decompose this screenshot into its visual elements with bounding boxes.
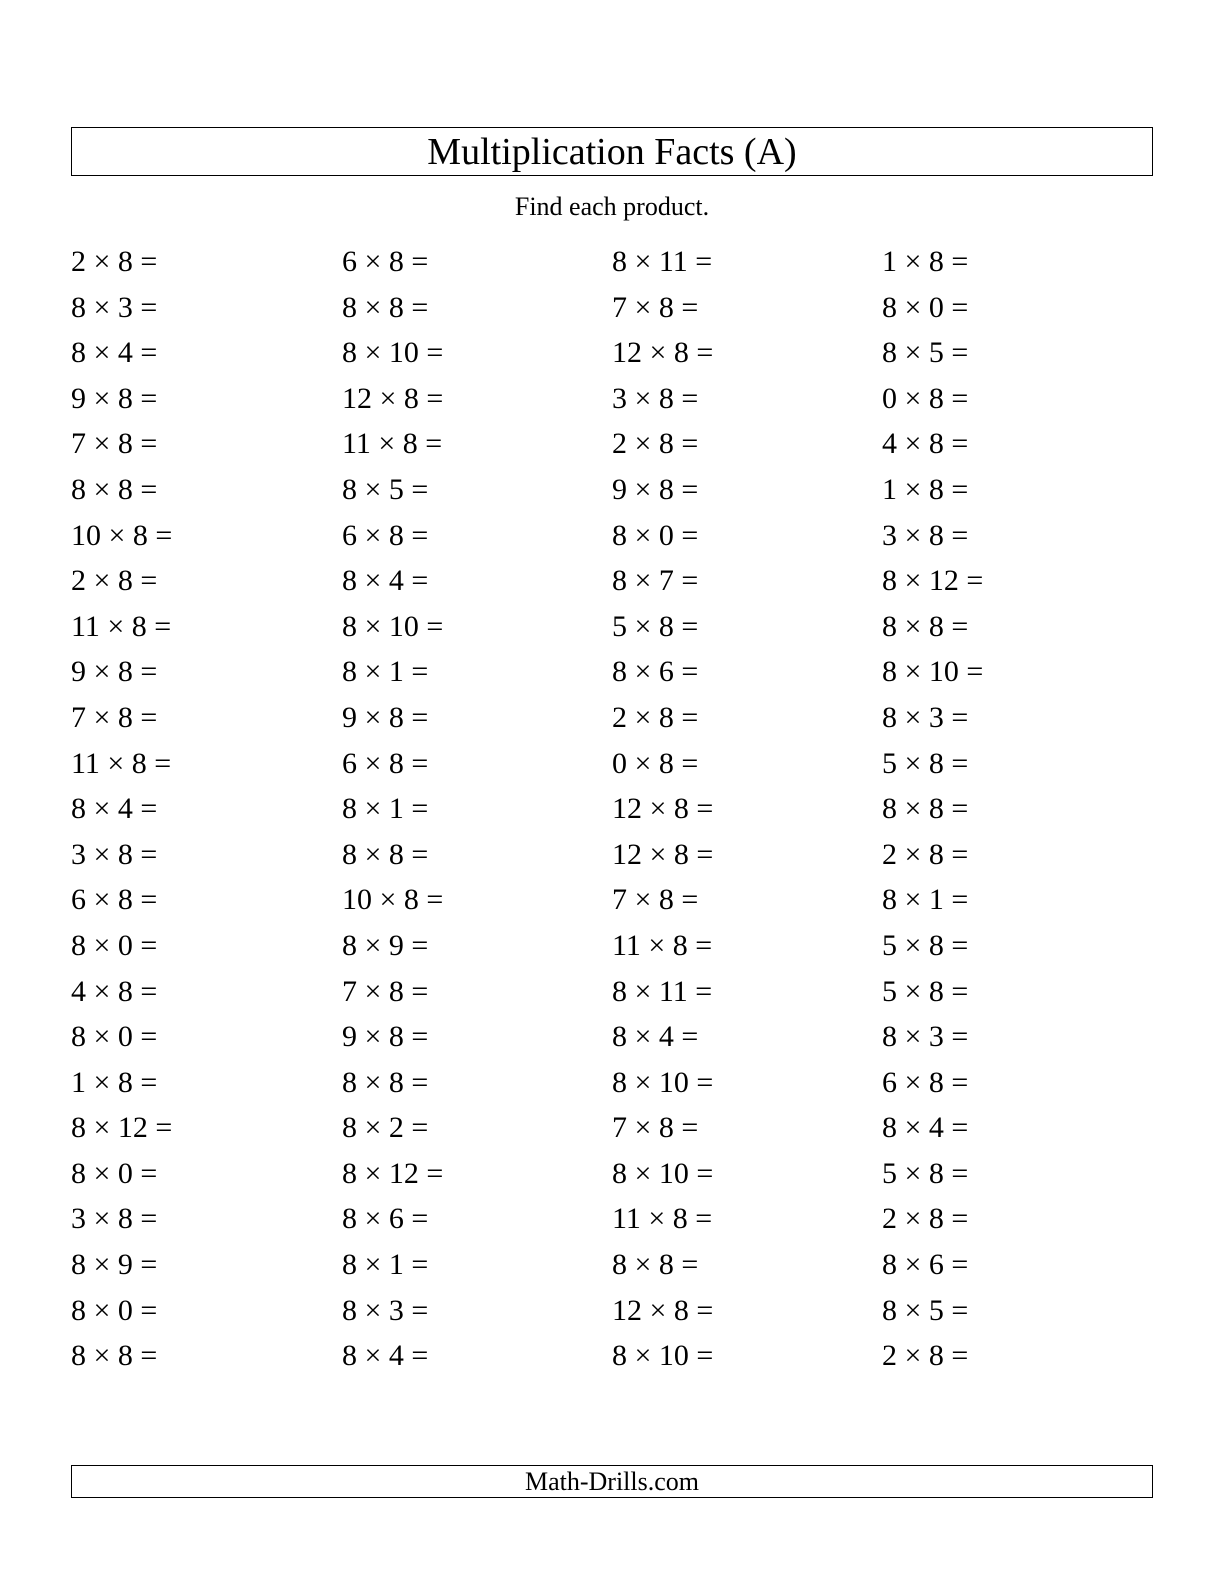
problem-item: 8 × 5 = bbox=[882, 1293, 969, 1327]
problem-item: 11 × 8 = bbox=[71, 746, 172, 780]
problem-item: 3 × 8 = bbox=[71, 837, 158, 871]
problem-item: 6 × 8 = bbox=[342, 245, 429, 278]
problem-item: 8 × 1 = bbox=[342, 792, 429, 826]
problem-item: 8 × 0 = bbox=[71, 1020, 158, 1054]
problem-item: 2 × 8 = bbox=[882, 1339, 969, 1373]
problem-item: 8 × 8 = bbox=[882, 792, 969, 826]
problem-item: 7 × 8 = bbox=[612, 1111, 699, 1145]
problem-item: 8 × 9 = bbox=[342, 928, 429, 962]
problem-item: 10 × 8 = bbox=[342, 883, 444, 917]
footer bbox=[71, 1465, 1153, 1498]
problem-item: 8 × 4 = bbox=[342, 564, 429, 598]
problem-item: 8 × 4 = bbox=[612, 1020, 699, 1054]
problem-item: 8 × 10 = bbox=[612, 1156, 714, 1190]
problem-item: 8 × 3 = bbox=[342, 1293, 429, 1327]
problem-item: 8 × 0 = bbox=[612, 518, 699, 552]
problem-item: 8 × 7 = bbox=[612, 564, 699, 598]
problem-item: 8 × 0 = bbox=[71, 1293, 158, 1327]
problem-item: 5 × 8 = bbox=[882, 1156, 969, 1190]
problem-item: 3 × 8 = bbox=[71, 1202, 158, 1236]
problem-item: 8 × 1 = bbox=[342, 1248, 429, 1282]
problem-item: 2 × 8 = bbox=[71, 245, 158, 278]
problem-item: 2 × 8 = bbox=[612, 700, 699, 734]
problem-item: 12 × 8 = bbox=[342, 381, 444, 415]
problem-item: 11 × 8 = bbox=[612, 928, 713, 962]
problem-item: 6 × 8 = bbox=[71, 883, 158, 917]
instructions: Find each product. bbox=[514, 192, 710, 221]
problem-item: 8 × 8 = bbox=[342, 837, 429, 871]
problem-item: 4 × 8 = bbox=[71, 974, 158, 1008]
problem-item: 9 × 8 = bbox=[342, 1020, 429, 1054]
problem-item: 9 × 8 = bbox=[612, 472, 699, 506]
problem-item: 7 × 8 = bbox=[612, 883, 699, 917]
problem-item: 8 × 8 = bbox=[342, 290, 429, 324]
problem-item: 9 × 8 = bbox=[71, 655, 158, 689]
problem-item: 8 × 10 = bbox=[342, 336, 444, 370]
problem-item: 1 × 8 = bbox=[71, 1065, 158, 1099]
problem-item: 8 × 11 = bbox=[612, 245, 713, 278]
problem-item: 7 × 8 = bbox=[612, 290, 699, 324]
problem-item: 12 × 8 = bbox=[612, 336, 714, 370]
problem-item: 1 × 8 = bbox=[882, 245, 969, 278]
problem-item: 8 × 3 = bbox=[71, 290, 158, 324]
problem-item: 6 × 8 = bbox=[882, 1065, 969, 1099]
problem-item: 8 × 4 = bbox=[882, 1111, 969, 1145]
problem-item: 8 × 6 = bbox=[882, 1248, 969, 1282]
problem-item: 5 × 8 = bbox=[882, 928, 969, 962]
problem-item: 4 × 8 = bbox=[882, 427, 969, 461]
problem-item: 8 × 4 = bbox=[342, 1339, 429, 1373]
problem-item: 3 × 8 = bbox=[612, 381, 699, 415]
problem-item: 2 × 8 = bbox=[882, 1202, 969, 1236]
problem-item: 8 × 10 = bbox=[882, 655, 984, 689]
problem-item: 8 × 8 = bbox=[71, 1339, 158, 1373]
problem-item: 0 × 8 = bbox=[882, 381, 969, 415]
problem-item: 1 × 8 = bbox=[882, 472, 969, 506]
problem-item: 12 × 8 = bbox=[612, 792, 714, 826]
problem-item: 8 × 2 = bbox=[342, 1111, 429, 1145]
page-title: Multiplication Facts (A) bbox=[427, 130, 797, 173]
problem-item: 8 × 0 = bbox=[71, 1156, 158, 1190]
footer-text: Math-Drills.com bbox=[524, 1466, 700, 1496]
problem-item: 7 × 8 = bbox=[342, 974, 429, 1008]
problem-item: 8 × 1 = bbox=[342, 655, 429, 689]
problem-item: 8 × 1 = bbox=[882, 883, 969, 917]
title-box bbox=[71, 127, 1153, 176]
problem-item: 8 × 9 = bbox=[71, 1248, 158, 1282]
problem-item: 5 × 8 = bbox=[612, 609, 699, 643]
problem-item: 8 × 4 = bbox=[71, 336, 158, 370]
problem-item: 8 × 10 = bbox=[612, 1339, 714, 1373]
problem-item: 5 × 8 = bbox=[882, 746, 969, 780]
problem-item: 8 × 11 = bbox=[612, 974, 713, 1008]
problem-item: 12 × 8 = bbox=[612, 1293, 714, 1327]
problem-item: 7 × 8 = bbox=[71, 700, 158, 734]
problem-item: 8 × 3 = bbox=[882, 1020, 969, 1054]
problem-item: 8 × 0 = bbox=[71, 928, 158, 962]
problem-item: 8 × 5 = bbox=[882, 336, 969, 370]
problem-item: 12 × 8 = bbox=[612, 837, 714, 871]
problem-item: 11 × 8 = bbox=[342, 427, 443, 461]
problem-item: 8 × 8 = bbox=[612, 1248, 699, 1282]
problem-item: 8 × 0 = bbox=[882, 290, 969, 324]
problem-item: 0 × 8 = bbox=[612, 746, 699, 780]
problem-item: 10 × 8 = bbox=[71, 518, 173, 552]
problem-item: 8 × 6 = bbox=[342, 1202, 429, 1236]
problem-item: 8 × 8 = bbox=[882, 609, 969, 643]
problem-item: 8 × 12 = bbox=[71, 1111, 173, 1145]
problem-item: 8 × 5 = bbox=[342, 472, 429, 506]
problem-item: 7 × 8 = bbox=[71, 427, 158, 461]
problem-item: 2 × 8 = bbox=[71, 564, 158, 598]
problem-item: 8 × 8 = bbox=[71, 472, 158, 506]
problem-item: 5 × 8 = bbox=[882, 974, 969, 1008]
problem-item: 8 × 12 = bbox=[342, 1156, 444, 1190]
problem-item: 8 × 3 = bbox=[882, 700, 969, 734]
problem-item: 9 × 8 = bbox=[342, 700, 429, 734]
problem-item: 3 × 8 = bbox=[882, 518, 969, 552]
problem-item: 8 × 4 = bbox=[71, 792, 158, 826]
problem-item: 6 × 8 = bbox=[342, 518, 429, 552]
problem-item: 11 × 8 = bbox=[612, 1202, 713, 1236]
problem-item: 8 × 6 = bbox=[612, 655, 699, 689]
problem-item: 11 × 8 = bbox=[71, 609, 172, 643]
problem-item: 8 × 8 = bbox=[342, 1065, 429, 1099]
problem-item: 2 × 8 = bbox=[882, 837, 969, 871]
problem-item: 8 × 12 = bbox=[882, 564, 984, 598]
problem-item: 2 × 8 = bbox=[612, 427, 699, 461]
problem-item: 6 × 8 = bbox=[342, 746, 429, 780]
problem-grid bbox=[71, 239, 1153, 1379]
problem-item: 8 × 10 = bbox=[342, 609, 444, 643]
problem-item: 8 × 10 = bbox=[612, 1065, 714, 1099]
problem-item: 9 × 8 = bbox=[71, 381, 158, 415]
